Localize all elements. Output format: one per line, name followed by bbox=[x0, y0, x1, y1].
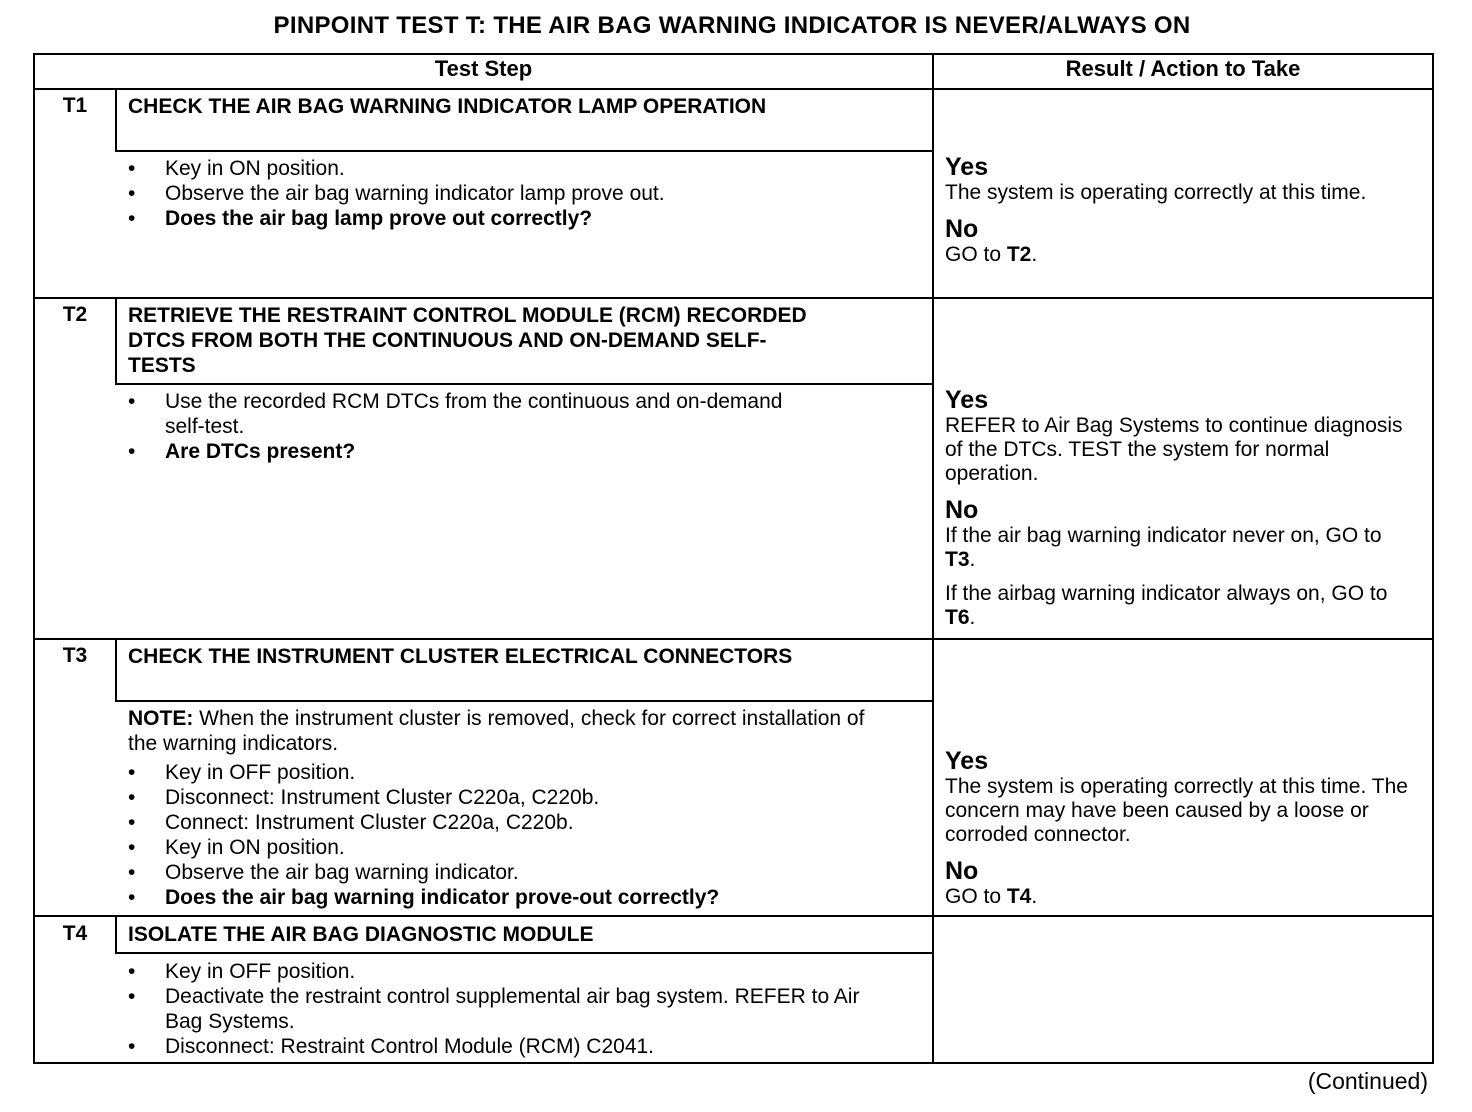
no-label: No bbox=[945, 496, 979, 524]
bullet-item-question: • Are DTCs present? bbox=[128, 440, 356, 463]
no-action: If the airbag warning indicator always on, GO to T6. bbox=[945, 582, 1388, 629]
no-label: No bbox=[945, 857, 979, 885]
step-instructions bbox=[128, 959, 918, 1059]
step-instructions bbox=[128, 156, 918, 231]
step-id: T4 bbox=[62, 922, 88, 945]
step-heading: RETRIEVE THE RESTRAINT CONTROL MODULE (RCM) RECORDED DTCS FROM BOTH THE CONTINUOUS AND ON-DEMAND SELF-TESTS bbox=[128, 304, 807, 377]
bullet-item: • Use the recorded RCM DTCs from the continuous and on-demand self-test. bbox=[128, 390, 783, 438]
bullet-item: • Key in ON position. bbox=[128, 157, 345, 180]
yes-label: Yes bbox=[945, 747, 989, 775]
yes-label: Yes bbox=[945, 153, 989, 181]
bullet-item: • Connect: Instrument Cluster C220a, C220b. bbox=[128, 811, 574, 834]
bullet-item: • Key in OFF position. bbox=[128, 960, 356, 983]
step-result bbox=[945, 386, 1415, 630]
bullet-item: • Observe the air bag warning indicator lamp prove out. bbox=[128, 182, 665, 205]
bullet-item: • Deactivate the restraint control supplemental air bag system. REFER to Air Bag Systems. bbox=[128, 985, 860, 1033]
step-instructions bbox=[128, 389, 918, 464]
bullet-item: • Disconnect: Restraint Control Module (RCM) C2041. bbox=[128, 1035, 655, 1058]
step-heading: CHECK THE INSTRUMENT CLUSTER ELECTRICAL CONNECTORS bbox=[128, 645, 793, 668]
t1-heading-rule bbox=[115, 150, 934, 152]
step-result bbox=[945, 153, 1425, 267]
bullet-item-question: • Does the air bag warning indicator prove-out correctly? bbox=[128, 886, 720, 909]
t4-heading-rule bbox=[115, 952, 934, 954]
t1-row-rule bbox=[33, 297, 1434, 299]
yes-action: The system is operating correctly at this time. bbox=[945, 181, 1367, 204]
step-id: T2 bbox=[62, 303, 88, 326]
step-id: T1 bbox=[62, 94, 88, 117]
bullet-item: • Disconnect: Instrument Cluster C220a, C220b. bbox=[128, 786, 600, 809]
yes-action: REFER to Air Bag Systems to continue diagnosis of the DTCs. TEST the system for normal operation. bbox=[945, 414, 1403, 485]
step-result bbox=[945, 747, 1425, 909]
bullet-item: • Observe the air bag warning indicator. bbox=[128, 861, 519, 884]
step-heading: ISOLATE THE AIR BAG DIAGNOSTIC MODULE bbox=[128, 923, 594, 946]
note: NOTE: When the instrument cluster is removed, check for correct installation of the warning indicators. bbox=[128, 707, 865, 755]
yes-label: Yes bbox=[945, 386, 989, 414]
result-header: Result / Action to Take bbox=[1065, 56, 1301, 81]
header-rule bbox=[33, 88, 1434, 90]
no-action: GO to T4. bbox=[945, 885, 1038, 908]
t2-row-rule bbox=[33, 638, 1434, 640]
yes-action: The system is operating correctly at this time. The concern may have been caused by a loose or corroded connector. bbox=[945, 775, 1408, 846]
t3-heading-rule bbox=[115, 700, 934, 702]
page-title: PINPOINT TEST T: THE AIR BAG WARNING INDICATOR IS NEVER/ALWAYS ON bbox=[273, 12, 1191, 39]
t2-heading-rule bbox=[115, 383, 934, 385]
no-label: No bbox=[945, 215, 979, 243]
no-action: GO to T2. bbox=[945, 243, 1038, 266]
step-heading: CHECK THE AIR BAG WARNING INDICATOR LAMP OPERATION bbox=[128, 95, 767, 118]
step-instructions bbox=[128, 706, 918, 910]
continued-label: (Continued) bbox=[1307, 1068, 1428, 1094]
step-id-divider-t2 bbox=[115, 298, 117, 384]
bullet-item: • Key in OFF position. bbox=[128, 761, 356, 784]
bullet-item-question: • Does the air bag lamp prove out correctly? bbox=[128, 207, 593, 230]
test-step-header: Test Step bbox=[434, 56, 533, 81]
step-id-divider-t3 bbox=[115, 639, 117, 701]
bullet-item: • Key in ON position. bbox=[128, 836, 345, 859]
step-id-divider-t4 bbox=[115, 916, 117, 954]
step-id-divider-t1 bbox=[115, 90, 117, 152]
t3-row-rule bbox=[33, 915, 1434, 917]
step-id: T3 bbox=[62, 644, 88, 667]
result-column-divider bbox=[932, 53, 934, 1064]
no-action: If the air bag warning indicator never on, GO to T3. bbox=[945, 524, 1382, 571]
